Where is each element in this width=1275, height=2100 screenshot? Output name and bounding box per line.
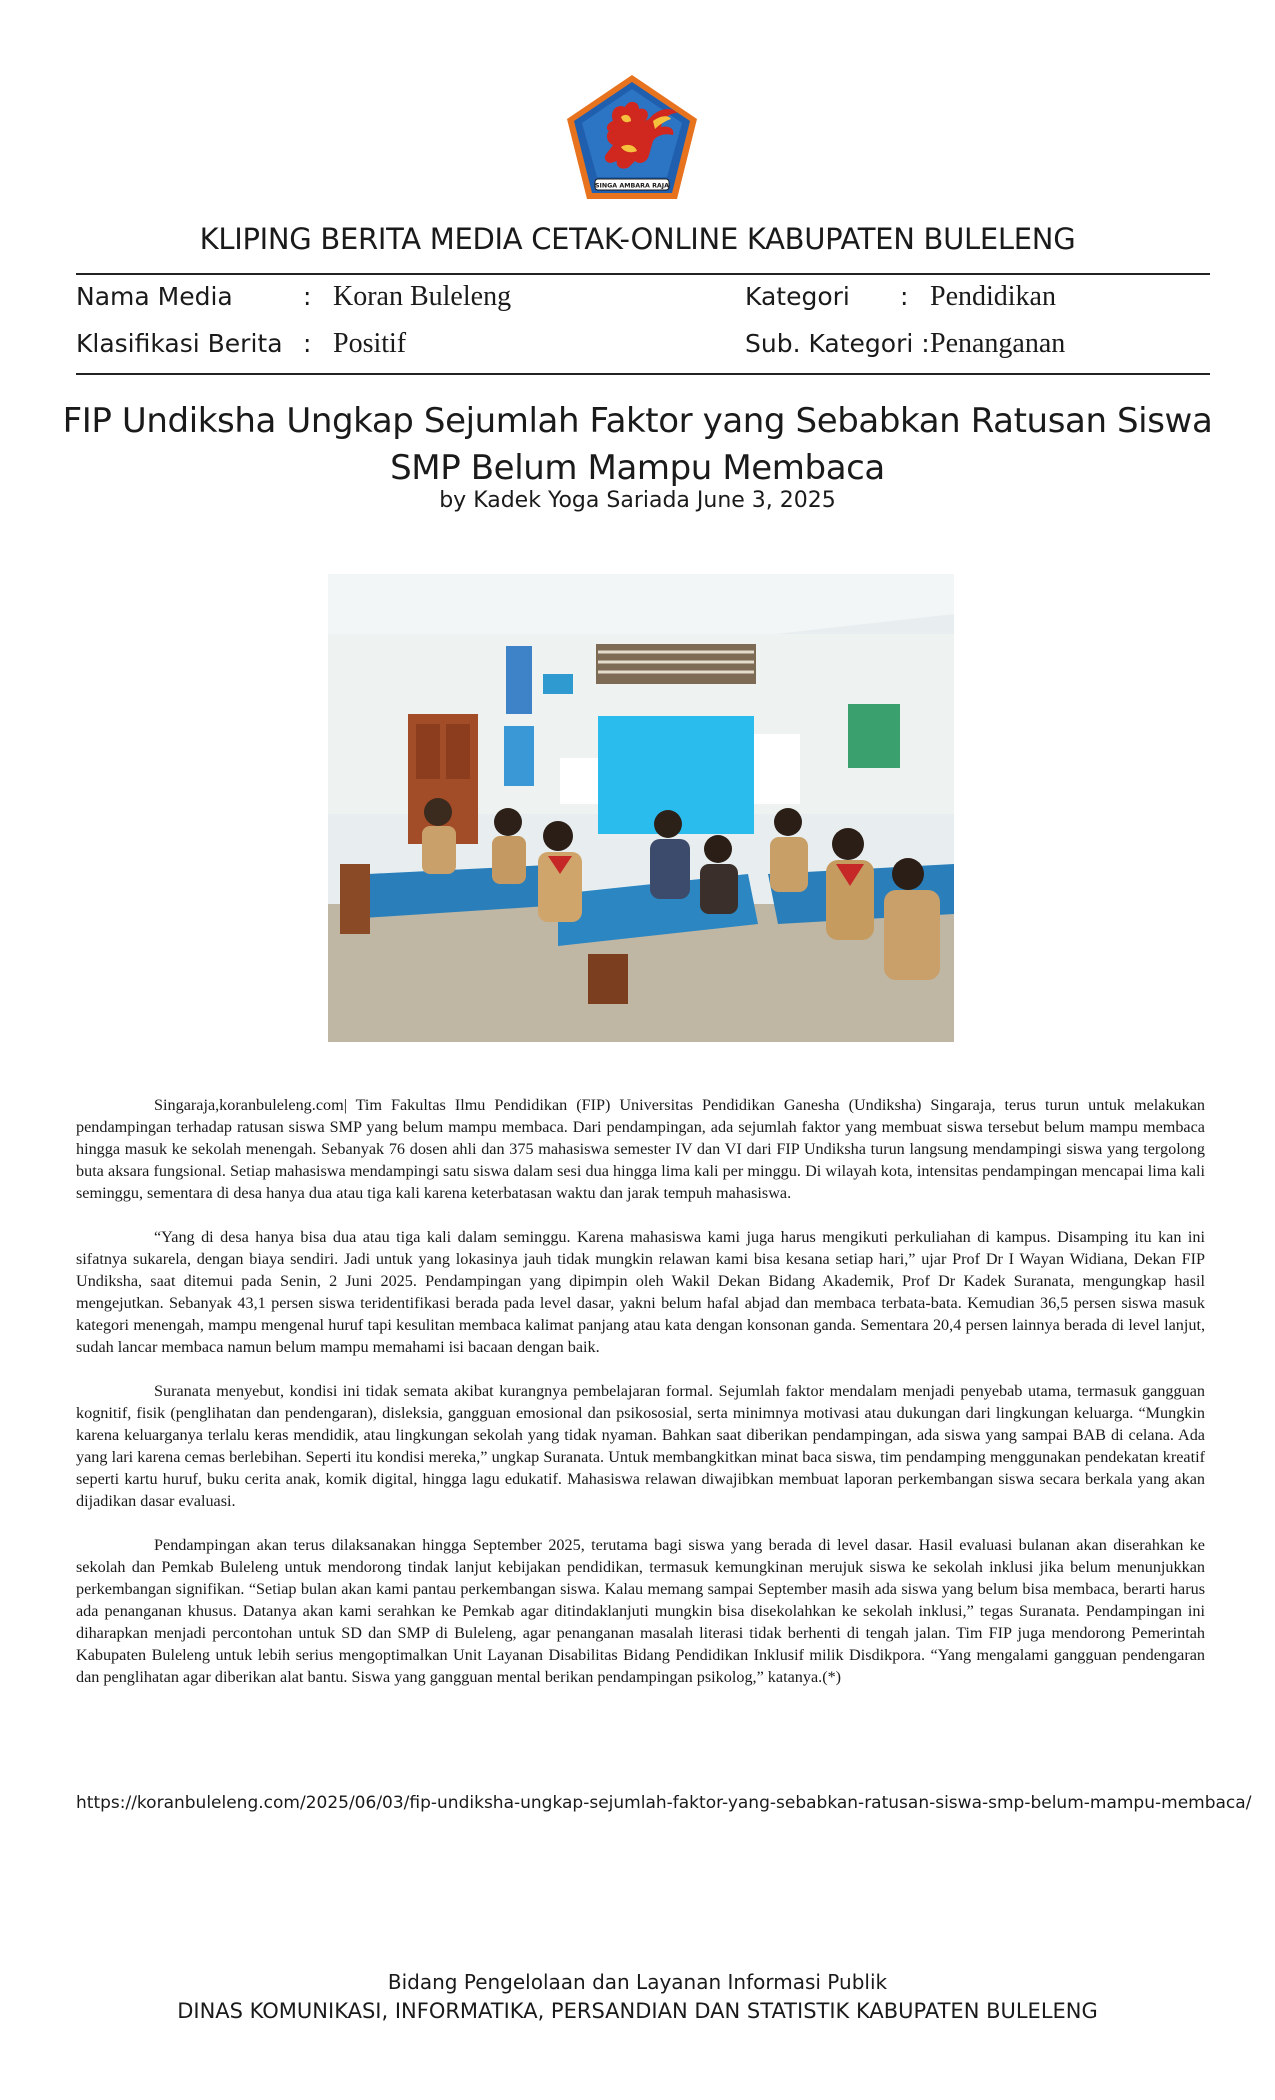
kategori-label: Kategori xyxy=(745,282,850,311)
footer-agency: DINAS KOMUNIKASI, INFORMATIKA, PERSANDIAN DAN STATISTIK KABUPATEN BULELENG xyxy=(177,1999,1098,2023)
klasifikasi-label: Klasifikasi Berita xyxy=(76,329,283,358)
article-paragraph: Singaraja,koranbuleleng.com| Tim Fakultas Ilmu Pendidikan (FIP) Universitas Pendidikan Ganesha (Undiksha) Singaraja, terus turun untuk melakukan pendampingan terhadap ratusan siswa SMP yang belum mampu membaca. Dari pendampingan, ada sejumlah faktor yang membuat siswa tersebut belum mampu membaca hingga masuk ke sekolah menengah. Sebanyak 76 dosen ahli dan 375 mahasiswa semester IV dan VI dari FIP Undiksha turun langsung mendampingi siswa yang tergolong buta aksara fungsional. Setiap mahasiswa mendampingi satu siswa dalam sesi dua hingga lima kali per minggu. Di wilayah kota, intensitas pendampingan mencapai lima kali seminggu, sementara di desa hanya dua atau tiga kali karena keterbatasan waktu dan jarak tempuh mahasiswa. xyxy=(76,1096,1205,1202)
sub-kategori-label: Sub. Kategori : xyxy=(745,329,930,358)
meta-colon: : xyxy=(900,282,909,311)
article-paragraph: Pendampingan akan terus dilaksanakan hingga September 2025, terutama bagi siswa yang berada di level dasar. Hasil evaluasi bulanan akan diserahkan ke sekolah dan Pemkab Buleleng untuk mendorong tindak lanjut kebijakan pendidikan, termasuk kemungkinan merujuk siswa ke sekolah inklusi jika belum menunjukkan perkembangan signifikan. “Setiap bulan akan kami pantau perkembangan siswa. Kalau memang sampai September masih ada siswa yang belum bisa membaca, berarti harus ada penanganan khusus. Datanya akan kami serahkan ke Pemkab agar ditindaklanjuti mungkin bisa disekolahkan ke sekolah inklusi,” tegas Suranata. Pendampingan ini diharapkan menjadi percontohan untuk SD dan SMP di Buleleng, agar penanganan masalah literasi tidak berhenti di tengah jalan. Tim FIP juga mendorong Pemerintah Kabupaten Buleleng untuk lebih serius mengoptimalkan Unit Layanan Disabilitas Bidang Pendidikan Inklusif milik Disdikpora. “Yang mengalami gangguan pendengaran dan penglihatan agar diberikan alat bantu. Siswa yang gangguan mental berikan pendampingan psikolog,” katanya.(*) xyxy=(76,1536,1205,1686)
article-photo xyxy=(328,574,954,1042)
article-paragraph: Suranata menyebut, kondisi ini tidak semata akibat kurangnya pembelajaran formal. Sejumlah faktor mendalam menjadi penyebab utama, termasuk gangguan kognitif, fisik (penglihatan dan pendengaran), disleksia, gangguan emosional dan psikososial, serta minimnya motivasi atau dukungan dari lingkungan keluarga. “Mungkin karena keluarganya terlalu keras mendidik, atau lingkungan sekolah yang tidak nyaman. Bahkan saat diberikan pendampingan, ada siswa yang sampai BAB di celana. Ada yang lari karena cemas berlebihan. Seperti itu kondisi mereka,” ungkap Suranata. Untuk membangkitkan minat baca siswa, tim pendamping menggunakan pendekatan kreatif seperti kartu huruf, buku cerita anak, komik digital, hingga lagu edukatif. Mahasiswa relawan diwajibkan membuat laporan perkembangan siswa secara berkala yang akan dijadikan dasar evaluasi. xyxy=(76,1382,1205,1510)
article-body xyxy=(76,1094,1205,1710)
klasifikasi-value: Positif xyxy=(333,328,407,359)
logo-motto: SINGA AMBARA RAJA xyxy=(594,182,670,190)
lion-emblem-icon xyxy=(565,73,699,201)
source-url: https://koranbuleleng.com/2025/06/03/fip-undiksha-ungkap-sejumlah-faktor-yang-sebabkan-ratusan-siswa-smp-belum-mampu-membaca/ xyxy=(76,1793,1252,1813)
article-paragraph: “Yang di desa hanya bisa dua atau tiga kali dalam seminggu. Karena mahasiswa kami juga harus mengikuti perkuliahan di kampus. Disamping itu kan ini sifatnya sukarela, dengan biaya sendiri. Jadi untuk yang lokasinya jauh tidak mungkin relawan kami bisa kesana setiap hari,” ujar Prof Dr I Wayan Widiana, Dekan FIP Undiksha, saat ditemui pada Senin, 2 Juni 2025. Pendampingan yang dipimpin oleh Wakil Dekan Bidang Akademik, Prof Dr Kadek Suranata, mengungkap hasil mengejutkan. Sebanyak 43,1 persen siswa teridentifikasi berada pada level dasar, yakni belum hafal abjad dan membaca terbata-bata. Kemudian 36,5 persen siswa masuk kategori menengah, mampu mengenal huruf tapi kesulitan membaca kalimat panjang atau kata dengan konsonan ganda. Sementara 20,4 persen lainnya berada di level lanjut, sudah lancar membaca namun belum mampu memahami isi bacaan dengan baik. xyxy=(76,1228,1205,1356)
footer-department: Bidang Pengelolaan dan Layanan Informasi Publik xyxy=(387,1970,888,1994)
regency-emblem-logo xyxy=(565,73,699,201)
kategori-value: Pendidikan xyxy=(930,281,1056,312)
page-title: KLIPING BERITA MEDIA CETAK-ONLINE KABUPATEN BULELENG xyxy=(199,222,1076,256)
sub-kategori-value: Penanganan xyxy=(930,328,1066,359)
meta-colon: : xyxy=(303,329,312,358)
header-divider-top xyxy=(76,273,1210,275)
meta-colon: : xyxy=(303,282,312,311)
nama-media-value: Koran Buleleng xyxy=(333,281,512,312)
article-byline: by Kadek Yoga Sariada June 3, 2025 xyxy=(439,488,836,513)
nama-media-label: Nama Media xyxy=(76,282,233,311)
header-divider-bottom xyxy=(76,373,1210,375)
article-headline: FIP Undiksha Ungkap Sejumlah Faktor yang Sebabkan Ratusan Siswa SMP Belum Mampu Membaca xyxy=(62,401,1213,488)
